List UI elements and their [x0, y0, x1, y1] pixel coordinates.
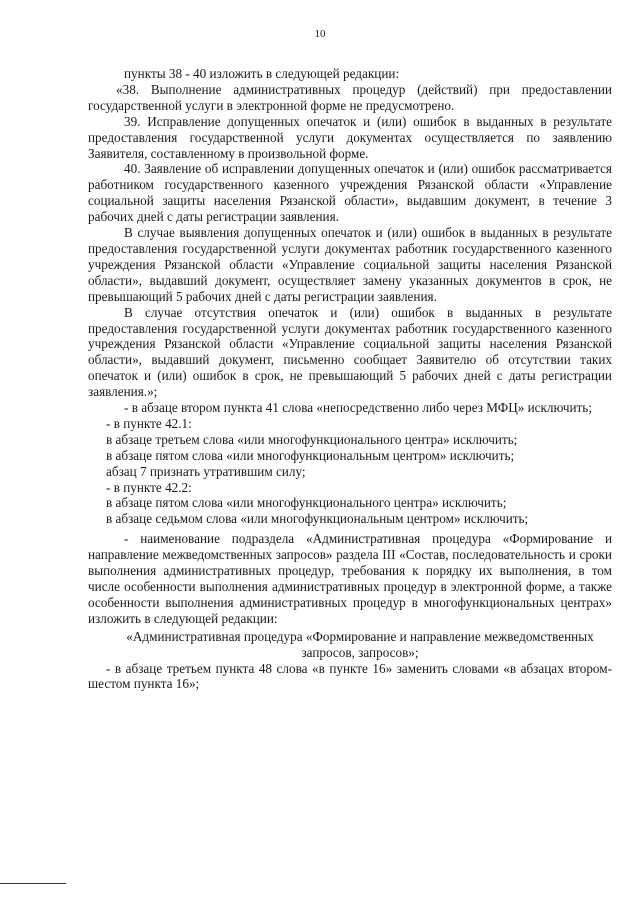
footnote-divider: [0, 883, 66, 884]
paragraph-39: 39. Исправление допущенных опечаток и (или) ошибок в выданных в результате предоставления государственной услуги документах осуществляется по заявлению Заявителя, составленному в произвольной форме.: [88, 113, 612, 161]
paragraph-no-errors: В случае отсутствия опечаток и (или) ошибок в выданных в результате предоставления государственной услуги документах работник государственного казенного учреждения Рязанской области «Управление социальной защиты населения Рязанской области», выдавший документ, письменно сообщает Заявителю об отсутствии таких опечаток и (или) ошибок в срок, не превышающий 5 рабочих дней с даты регистрации заявления.»;: [88, 304, 612, 400]
paragraph-item-42-2: - в пункте 42.2:: [106, 479, 192, 495]
paragraph-subsection-name: - наименование подраздела «Административная процедура «Формирование и направление межведомственных запросов» раздела III «Состав, последовательность и сроки выполнения административных процедур, требования к порядку их выполнения, в том числе особенности выполнения административных процедур в электронной форме, а также особенности выполнения административных процедур в многофункциональных центрах» изложить в следующей редакции:: [88, 531, 612, 626]
paragraph-errors-found: В случае выявления допущенных опечаток и (или) ошибок в выданных в результате предоставления государственной услуги документах работник государственного казенного учреждения Рязанской области «Управление социальной защиты населения Рязанской области», выдавший документ, осуществляет замену указанных документов в срок, не превышающий 5 рабочих дней с даты регистрации заявления.: [88, 225, 612, 304]
document-body: [88, 66, 612, 692]
paragraph-42-2-fifth: в абзаце пятом слова «или многофункционального центра» исключить;: [106, 495, 507, 511]
paragraph-item-48: - в абзаце третьем пункта 48 слова «в пункте 16» заменить словами «в абзацах втором-шестом пункта 16»;: [88, 660, 612, 692]
paragraph-42-1-third: в абзаце третьем слова «или многофункционального центра» исключить;: [106, 431, 518, 447]
paragraph-42-2-seventh: в абзаце седьмом слова «или многофункциональным центром» исключить;: [106, 511, 529, 527]
paragraph-38: «38. Выполнение административных процедур (действий) при предоставлении государственной услуги в электронной форме не предусмотрено.: [88, 81, 612, 113]
paragraph-intro: пункты 38 - 40 изложить в следующей редакции:: [124, 66, 400, 81]
paragraph-item-41: - в абзаце втором пункта 41 слова «непосредственно либо через МФЦ» исключить;: [124, 400, 592, 416]
page-number: 10: [314, 28, 326, 40]
paragraph-42-1-fifth: в абзаце пятом слова «или многофункциональным центром» исключить;: [106, 447, 515, 463]
paragraph-item-42-1: - в пункте 42.1:: [106, 415, 192, 431]
subsection-heading: «Административная процедура «Формирование и направление межведомственных запросов, запросов»;: [126, 628, 594, 660]
paragraph-42-1-seventh: абзац 7 признать утратившим силу;: [106, 463, 306, 479]
paragraph-40: 40. Заявление об исправлении допущенных опечаток и (или) ошибок рассматривается работником государственного казенного учреждения Рязанской области «Управление социальной защиты населения Рязанской области», выдавшим документ, в течение 3 рабочих дней с даты регистрации заявления.: [88, 161, 612, 225]
